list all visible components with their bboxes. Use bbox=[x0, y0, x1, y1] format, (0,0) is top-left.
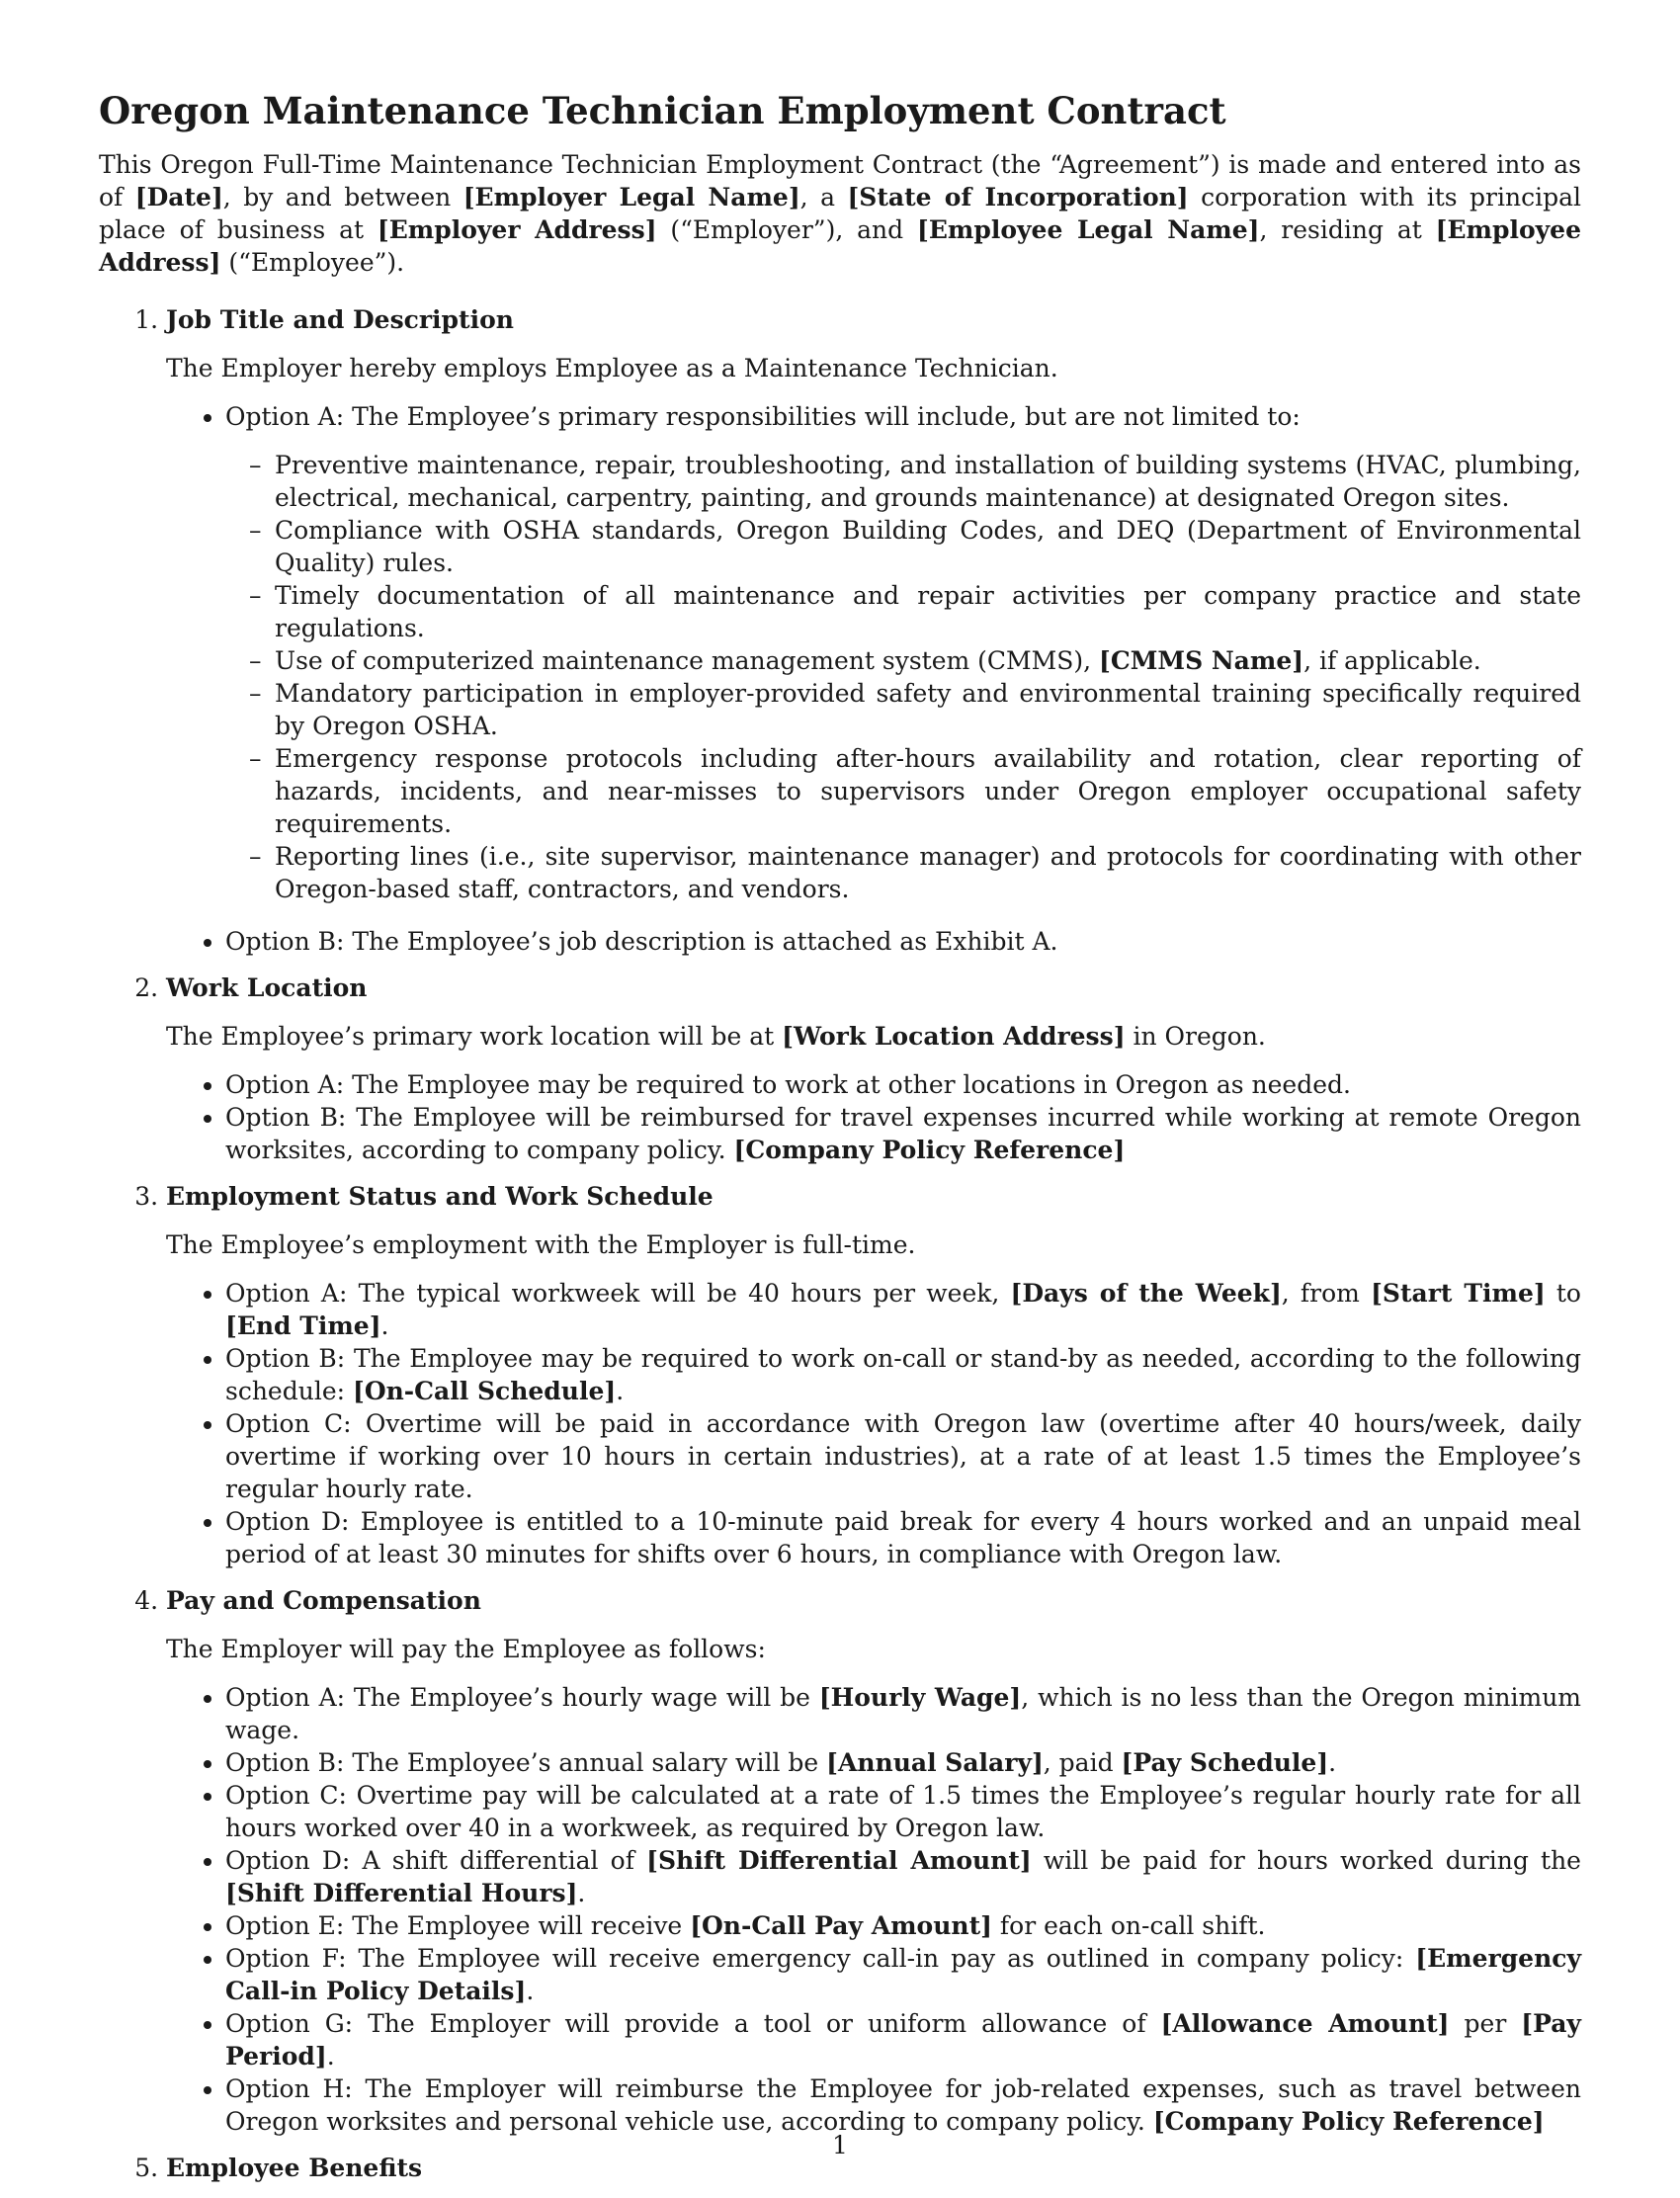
responsibility-item: – Reporting lines (i.e., site supervisor, maintenance manager) and protocols for coordinating with other Oregon-based staff, contractors, and vendors. bbox=[275, 840, 1581, 905]
option-item: • Option C: Overtime will be paid in accordance with Oregon law (overtime after 40 hours/week, daily overtime if working over 10 hours in certain industries), at a rate of at least 1.5 times the Employee’s regular hourly rate. bbox=[225, 1407, 1581, 1505]
option-item: • Option C: Overtime pay will be calculated at a rate of 1.5 times the Employee’s regular hourly rate for all hours worked over 40 in a workweek, as required by Oregon law. bbox=[225, 1779, 1581, 1844]
annual-salary-placeholder: [Annual Salary] bbox=[826, 1748, 1044, 1777]
section-text: The Employee’s employment with the Employer is full-time. bbox=[166, 1230, 916, 1259]
options-list bbox=[166, 1068, 1581, 1166]
document-page bbox=[99, 0, 1581, 2198]
options-list bbox=[166, 1681, 1581, 2138]
section-title: 5. Employee Benefits bbox=[166, 2154, 423, 2182]
policy-reference-placeholder: [Company Policy Reference] bbox=[1152, 2107, 1545, 2136]
shift-differential-amount-placeholder: [Shift Differential Amount] bbox=[646, 1846, 1032, 1875]
intro-paragraph: This Oregon Full-Time Maintenance Technician Employment Contract (the “Agreement”) is made and entered into as of [Date], by and between [Employer Legal Name], a [State of Incorporation] corporation with its principal place of business at [Employer Address] (“Employer”), and [Employee Legal Name], residing at [Employee Address] (“Employee”). bbox=[99, 150, 1582, 277]
policy-reference-placeholder: [Company Policy Reference] bbox=[733, 1136, 1126, 1164]
option-item: • Option E: The Employee will receive [On-Call Pay Amount] for each on-call shift. bbox=[225, 1909, 1581, 1942]
section-title: 3. Employment Status and Work Schedule bbox=[166, 1182, 714, 1211]
section-work-location bbox=[166, 972, 1581, 1166]
days-placeholder: [Days of the Week] bbox=[1010, 1279, 1282, 1308]
hourly-wage-placeholder: [Hourly Wage] bbox=[818, 1683, 1022, 1712]
on-call-schedule-placeholder: [On-Call Schedule] bbox=[353, 1377, 617, 1405]
responsibility-item: – Timely documentation of all maintenance and repair activities per company practice and state regulations. bbox=[275, 579, 1581, 644]
responsibility-item: – Compliance with OSHA standards, Oregon Building Codes, and DEQ (Department of Environmental Quality) rules. bbox=[275, 514, 1581, 579]
option-item: • Option A: The Employee’s primary responsibilities will include, but are not limited to: – Preventive maintenance, repair, troubleshooting, and installation of building systems (HVAC, plumbing, electrical, mechanical, carpentry, painting, and grounds maintenance) at designated Oregon sites. – Compliance with OSHA standards, Oregon Building Codes, and DEQ (Department of Environmental Quality) rules. – Timely documentation of all maintenance and repair activities per company practice and state regulations. – Use of computerized maintenance management system (CMMS), [CMMS Name], if applicable. – Mandatory participation in employer-provided safety and environmental training specifically required by Oregon OSHA. – Emergency response protocols including after-hours availability and rotation, clear reporting of hazards, incidents, and near-misses to supervisors under Oregon employer occupational safety requirements. – Reporting lines (i.e., site supervisor, maintenance manager) and protocols for coordinating with other Oregon-based staff, contractors, and vendors. bbox=[225, 400, 1581, 905]
option-item: • Option A: The Employee’s hourly wage will be [Hourly Wage], which is no less than the Oregon minimum wage. bbox=[225, 1681, 1581, 1746]
employer-name-placeholder: [Employer Legal Name] bbox=[462, 183, 800, 211]
work-location-placeholder: [Work Location Address] bbox=[782, 1022, 1126, 1051]
document-title: Oregon Maintenance Technician Employment Contract bbox=[99, 89, 1226, 132]
option-item: • Option D: A shift differential of [Shift Differential Amount] will be paid for hours worked during the [Shift Differential Hours]. bbox=[225, 1844, 1581, 1909]
state-placeholder: [State of Incorporation] bbox=[847, 183, 1189, 211]
option-item: • Option B: The Employee may be required to work on-call or stand-by as needed, according to the following schedule: [On-Call Schedule]. bbox=[225, 1342, 1581, 1407]
section-employment-status bbox=[166, 1180, 1581, 1570]
section-job-title bbox=[166, 303, 1581, 958]
date-placeholder: [Date] bbox=[134, 183, 223, 211]
on-call-pay-placeholder: [On-Call Pay Amount] bbox=[690, 1911, 992, 1940]
section-text: The Employer will pay the Employee as follows: bbox=[166, 1635, 766, 1663]
cmms-name-placeholder: [CMMS Name] bbox=[1099, 646, 1304, 675]
options-list bbox=[166, 1277, 1581, 1570]
section-title: 2. Work Location bbox=[166, 973, 368, 1002]
shift-differential-hours-placeholder: [Shift Differential Hours] bbox=[225, 1879, 578, 1907]
employee-name-placeholder: [Employee Legal Name] bbox=[917, 215, 1260, 244]
sections-list bbox=[99, 303, 1581, 2184]
pay-schedule-placeholder: [Pay Schedule] bbox=[1121, 1748, 1329, 1777]
allowance-amount-placeholder: [Allowance Amount] bbox=[1160, 2009, 1450, 2038]
responsibility-item: – Emergency response protocols including after-hours availability and rotation, clear reporting of hazards, incidents, and near-misses to supervisors under Oregon employer occupational safety requirements. bbox=[275, 742, 1581, 840]
employer-address-placeholder: [Employer Address] bbox=[377, 215, 657, 244]
option-item: • Option B: The Employee’s annual salary will be [Annual Salary], paid [Pay Schedule]. bbox=[225, 1746, 1581, 1779]
option-item: • Option F: The Employee will receive emergency call-in pay as outlined in company policy: [Emergency Call-in Policy Details]. bbox=[225, 1942, 1581, 2007]
section-text: The Employer hereby employs Employee as a Maintenance Technician. bbox=[166, 354, 1058, 382]
option-item: • Option A: The Employee may be required to work at other locations in Oregon as needed. bbox=[225, 1068, 1581, 1101]
responsibilities-list bbox=[225, 449, 1581, 905]
section-text: The Employee’s primary work location will be at [Work Location Address] in Oregon. bbox=[166, 1022, 1266, 1051]
responsibility-item: – Preventive maintenance, repair, troubleshooting, and installation of building systems (HVAC, plumbing, electrical, mechanical, carpentry, painting, and grounds maintenance) at designated Oregon sites. bbox=[275, 449, 1581, 514]
option-item: • Option A: The typical workweek will be 40 hours per week, [Days of the Week], from [Start Time] to [End Time]. bbox=[225, 1277, 1581, 1342]
section-title: 4. Pay and Compensation bbox=[166, 1586, 481, 1615]
page-number: 1 bbox=[832, 2131, 848, 2159]
option-item: • Option B: The Employee’s job description is attached as Exhibit A. bbox=[225, 925, 1581, 958]
section-pay bbox=[166, 1584, 1581, 2138]
options-list bbox=[166, 400, 1581, 958]
responsibility-item: – Use of computerized maintenance management system (CMMS), [CMMS Name], if applicable. bbox=[275, 644, 1581, 677]
employee-address-placeholder: [Employee Address] bbox=[99, 215, 1581, 277]
option-item: • Option B: The Employee will be reimbursed for travel expenses incurred while working at remote Oregon worksites, according to company policy. [Company Policy Reference] bbox=[225, 1101, 1581, 1166]
section-title: 1. Job Title and Description bbox=[166, 305, 514, 334]
start-time-placeholder: [Start Time] bbox=[1371, 1279, 1546, 1308]
end-time-placeholder: [End Time] bbox=[225, 1311, 381, 1340]
responsibility-item: – Mandatory participation in employer-provided safety and environmental training specifically required by Oregon OSHA. bbox=[275, 677, 1581, 742]
option-item: • Option D: Employee is entitled to a 10-minute paid break for every 4 hours worked and an unpaid meal period of at least 30 minutes for shifts over 6 hours, in compliance with Oregon law. bbox=[225, 1505, 1581, 1570]
emergency-callin-placeholder: [Emergency Call-in Policy Details] bbox=[225, 1944, 1581, 2005]
pay-period-placeholder: [Pay Period] bbox=[225, 2009, 1581, 2071]
option-item: • Option G: The Employer will provide a tool or uniform allowance of [Allowance Amount] per [Pay Period]. bbox=[225, 2007, 1581, 2072]
option-item: • Option H: The Employer will reimburse the Employee for job-related expenses, such as travel between Oregon worksites and personal vehicle use, according to company policy. [Company Policy Reference] bbox=[225, 2072, 1581, 2138]
